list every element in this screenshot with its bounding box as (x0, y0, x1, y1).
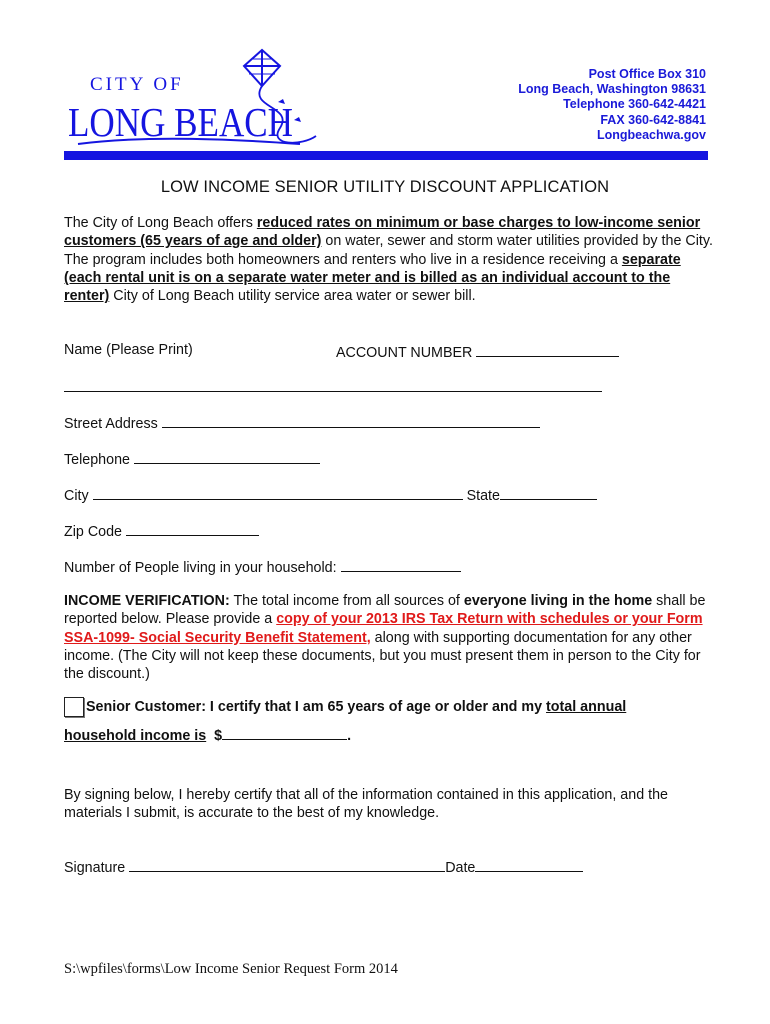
logo-long-beach-text: LONG BEACH (68, 99, 293, 145)
income-verification-paragraph: INCOME VERIFICATION: The total income from all sources of everyone living in the home shall be reported below. Please provide a copy of your 2013 IRS Tax Return with schedules or your Form SSA-1099- Social Security Benefit Statement, along with supporting documentation for any other income. (The City will not keep these documents, but you must present them in person to the City for the discount.) (64, 593, 706, 683)
date-label: Date (445, 860, 476, 876)
city-state-field (64, 485, 597, 504)
required-documents-text: copy of your 2013 IRS Tax Return with schedules or your Form SSA-1099- Social Security Benefit Statement, (64, 611, 703, 646)
date-input[interactable] (475, 857, 583, 872)
state-label: State (466, 488, 500, 504)
senior-certify-line2: household income is $ . (64, 725, 351, 744)
street-address-field (64, 413, 540, 432)
street-address-input[interactable] (162, 413, 540, 428)
separate-meter-text: separate (each rental unit is on a separate water meter and is billed as an individual account to the renter) (64, 251, 681, 305)
city-input[interactable] (93, 485, 463, 500)
address-line: Long Beach, Washington 98631 (518, 82, 706, 97)
certification-statement: By signing below, I hereby certify that all of the information contained in this application, and the materials I submit, is accurate to the best of my knowledge. (64, 787, 669, 822)
household-size-field (64, 557, 461, 576)
account-number-label: ACCOUNT NUMBER (336, 345, 473, 361)
zip-code-input[interactable] (126, 521, 259, 536)
senior-customer-checkbox[interactable] (64, 697, 84, 717)
signature-input[interactable] (129, 857, 445, 872)
letterhead-rule (64, 151, 708, 160)
signature-date-field (64, 857, 583, 876)
city-address-block (518, 67, 706, 143)
income-verification-heading: INCOME VERIFICATION: (64, 593, 230, 609)
city-label: City (64, 488, 89, 504)
name-input[interactable] (64, 377, 602, 392)
telephone-field (64, 449, 320, 468)
account-number-input[interactable] (476, 342, 619, 357)
household-income-input[interactable] (222, 725, 347, 740)
household-size-input[interactable] (341, 557, 461, 572)
signature-label: Signature (64, 860, 126, 876)
city-of-long-beach-logo (58, 48, 328, 160)
telephone-label: Telephone (64, 452, 130, 468)
zip-code-field (64, 521, 259, 540)
form-title: LOW INCOME SENIOR UTILITY DISCOUNT APPLICATION (160, 178, 610, 196)
intro-paragraph: The City of Long Beach offers reduced rates on minimum or base charges to low-income senior customers (65 years of age and older) on water, sewer and storm water utilities provided by the City. The program includes both homeowners and renters who live in a residence receiving a separate (each rental unit is on a separate water meter and is billed as an individual account to the renter) City of Long Beach utility service area water or sewer bill. (64, 215, 713, 305)
zip-code-label: Zip Code (64, 524, 123, 540)
household-size-label: Number of People living in your household: (64, 560, 337, 576)
address-line: Telephone 360-642-4421 (563, 97, 706, 112)
senior-certify-line1: Senior Customer: I certify that I am 65 years of age or older and my total annual (86, 699, 627, 715)
account-number-field (336, 342, 619, 361)
street-address-label: Street Address (64, 416, 158, 432)
reduced-rates-text: reduced rates on minimum or base charges to low-income senior customers (65 years of age and older) (64, 215, 701, 250)
address-line: Post Office Box 310 (588, 67, 706, 81)
household-income-label: household income is (64, 728, 207, 744)
address-line: FAX 360-642-8841 (600, 112, 706, 127)
state-input[interactable] (500, 485, 597, 500)
file-path-footer: S:\wpfiles\forms\Low Income Senior Request Form 2014 (64, 961, 398, 977)
telephone-input[interactable] (134, 449, 320, 464)
name-label: Name (Please Print) (64, 342, 193, 358)
logo-city-of-text: CITY OF (90, 74, 184, 95)
address-line: Longbeachwa.gov (596, 127, 706, 142)
